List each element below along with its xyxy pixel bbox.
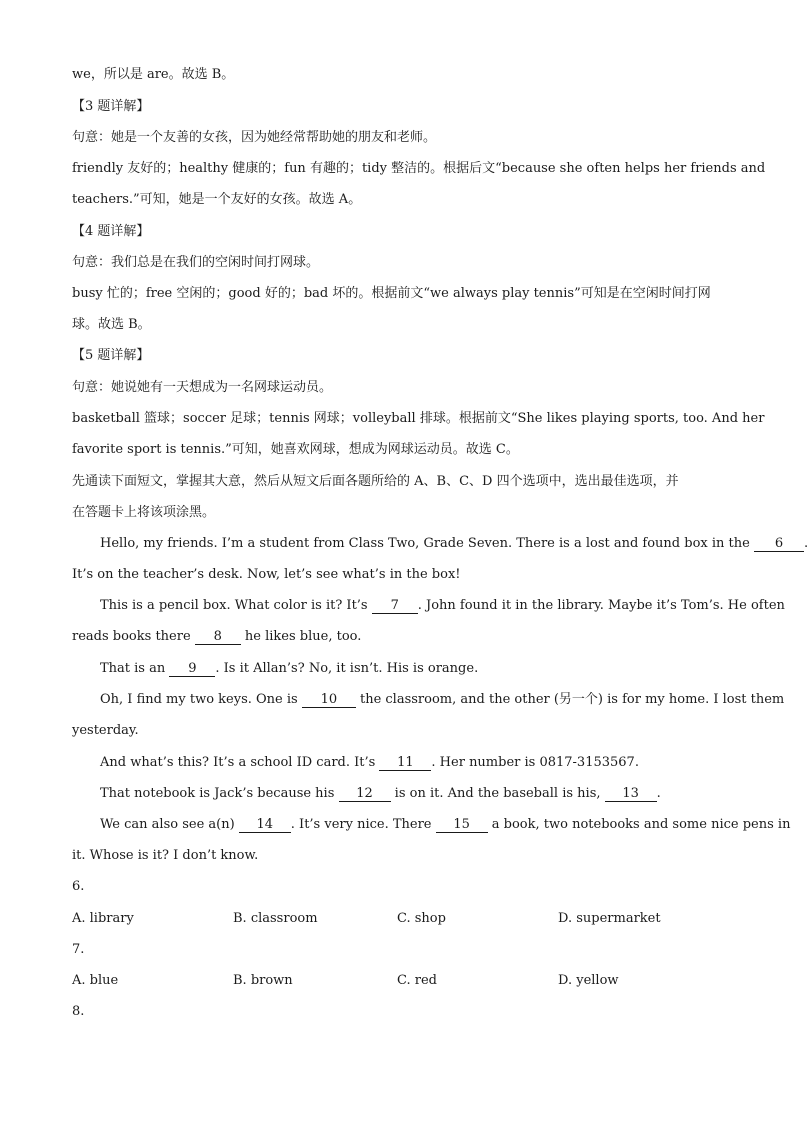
- option-6c[interactable]: C. shop: [397, 911, 446, 926]
- passage-text: .: [656, 786, 661, 801]
- passage-para2-line2: [72, 628, 361, 646]
- option-7d[interactable]: D. yellow: [558, 973, 619, 988]
- passage-para1-line1: [100, 535, 808, 553]
- passage-text: reads books there: [72, 629, 195, 644]
- q2-explanation-tail: we，所以是 are。故选 B。: [72, 67, 235, 82]
- passage-text: a book, two notebooks and some nice pens in: [487, 817, 791, 832]
- passage-text: . It’s very nice. There: [290, 817, 436, 832]
- q3-analysis-line2: teachers.”可知，她是一个友好的女孩。故选 A。: [72, 192, 362, 207]
- passage-para2-line1: [100, 597, 785, 615]
- passage-text: .: [803, 536, 808, 551]
- option-6d[interactable]: D. supermarket: [558, 911, 661, 926]
- passage-text: he likes blue, too.: [240, 629, 362, 644]
- passage-para1-line2: It’s on the teacher’s desk. Now, let’s see what’s in the box!: [72, 567, 461, 582]
- option-6b[interactable]: B. classroom: [233, 911, 318, 926]
- passage-para3: [100, 660, 478, 678]
- blank-8: 8: [195, 629, 241, 645]
- passage-text: That notebook is Jack’s because his: [100, 786, 339, 801]
- option-7c[interactable]: C. red: [397, 973, 437, 988]
- instructions-line1: 先通读下面短文，掌握其大意，然后从短文后面各题所给的 A、B、C、D 四个选项中，选出最佳选项，并: [72, 474, 679, 489]
- passage-text: . John found it in the library. Maybe it’s Tom’s. He often: [417, 598, 785, 613]
- passage-text: That is an: [100, 661, 170, 676]
- passage-text: Hello, my friends. I’m a student from Class Two, Grade Seven. There is a lost and found box in the: [100, 536, 754, 551]
- q5-analysis-line1: basketball 篮球；soccer 足球；tennis 网球；volleyball 排球。根据前文“She likes playing sports, too. And her: [72, 411, 765, 426]
- blank-12: 12: [339, 786, 391, 802]
- q4-analysis-line2: 球。故选 B。: [72, 317, 151, 332]
- passage-para4-line2: yesterday.: [72, 723, 139, 738]
- passage-text: . Is it Allan’s? No, it isn’t. His is orange.: [215, 661, 479, 676]
- passage-para7-line2: it. Whose is it? I don’t know.: [72, 848, 259, 863]
- q5-heading: 【5 题详解】: [72, 348, 150, 363]
- passage-text: is on it. And the baseball is his,: [390, 786, 605, 801]
- passage-text: Oh, I find my two keys. One is: [100, 692, 302, 707]
- q3-meaning: 句意：她是一个友善的女孩，因为她经常帮助她的朋友和老师。: [72, 130, 437, 145]
- instructions-line2: 在答题卡上将该项涂黑。: [72, 505, 216, 520]
- q4-heading: 【4 题详解】: [72, 224, 150, 239]
- passage-text: the classroom, and the other (另一个) is for my home. I lost them: [355, 692, 785, 707]
- option-6a[interactable]: A. library: [72, 911, 134, 926]
- q5-analysis-line2: favorite sport is tennis.”可知，她喜欢网球，想成为网球运动员。故选 C。: [72, 442, 519, 457]
- passage-para7-line1: [100, 816, 790, 834]
- passage-text: This is a pencil box. What color is it? It’s: [100, 598, 372, 613]
- passage-para5: [100, 754, 639, 772]
- question-number: 6.: [72, 879, 85, 894]
- blank-13: 13: [605, 786, 657, 802]
- question-number: 7.: [72, 942, 85, 957]
- passage-text: We can also see a(n): [100, 817, 239, 832]
- passage-text: . Her number is 0817-3153567.: [431, 755, 639, 770]
- blank-14: 14: [239, 817, 291, 833]
- option-7a[interactable]: A. blue: [72, 973, 119, 988]
- q5-meaning: 句意：她说她有一天想成为一名网球运动员。: [72, 380, 333, 395]
- blank-7: 7: [372, 598, 418, 614]
- option-7b[interactable]: B. brown: [233, 973, 293, 988]
- q3-analysis-line1: friendly 友好的；healthy 健康的；fun 有趣的；tidy 整洁的。根据后文“because she often helps her friends and: [72, 161, 766, 176]
- passage-para4-line1: [100, 691, 784, 709]
- q3-heading: 【3 题详解】: [72, 99, 150, 114]
- q4-meaning: 句意：我们总是在我们的空闲时间打网球。: [72, 255, 320, 270]
- passage-para6: [100, 785, 661, 803]
- blank-11: 11: [379, 755, 431, 771]
- question-number: 8.: [72, 1004, 85, 1019]
- passage-text: And what’s this? It’s a school ID card. It’s: [100, 755, 380, 770]
- blank-15: 15: [436, 817, 488, 833]
- q4-analysis-line1: busy 忙的；free 空闲的；good 好的；bad 坏的。根据前文“we always play tennis”可知是在空闲时间打网: [72, 286, 711, 301]
- blank-6: 6: [754, 536, 804, 552]
- blank-10: 10: [302, 692, 356, 708]
- blank-9: 9: [169, 661, 215, 677]
